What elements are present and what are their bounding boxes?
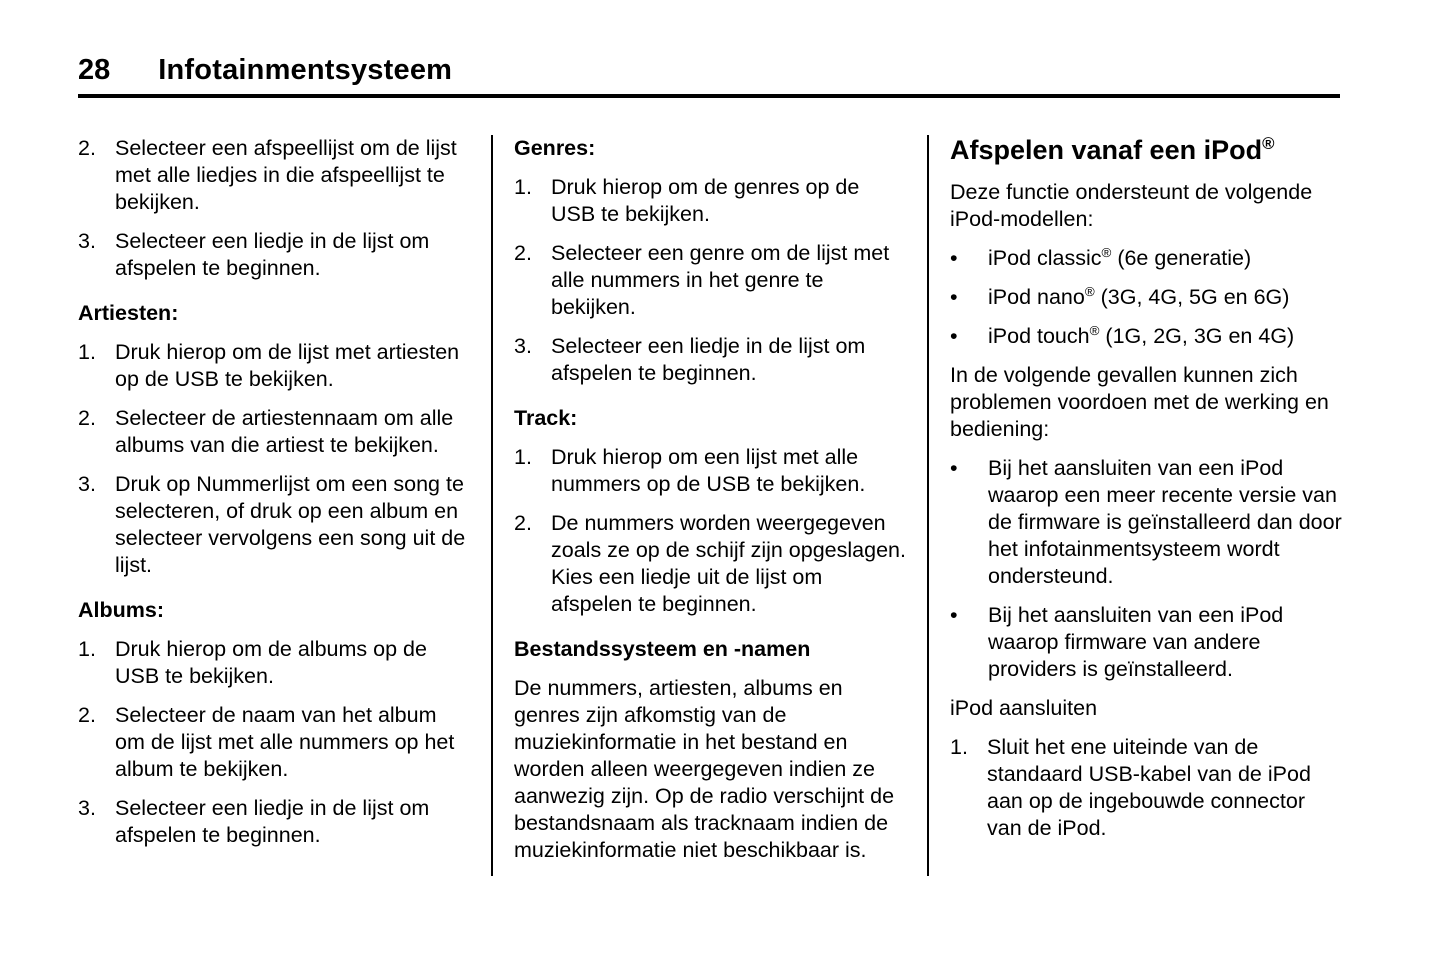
registered-mark: ® <box>1262 134 1275 153</box>
list-item-text: Selecteer een genre om de lijst met alle nummers in het genre te bekijken. <box>551 241 890 319</box>
page-header <box>78 54 1340 98</box>
list-item-text: De nummers worden weergegeven zoals ze op de schijf zijn opgeslagen. Kies een liedje uit de lijst om afspelen te beginnen. <box>551 511 906 616</box>
list-item <box>514 174 906 228</box>
list-item <box>78 471 470 579</box>
section-title-text: Afspelen vanaf een iPod <box>950 135 1263 165</box>
column-3 <box>950 135 1342 876</box>
list-item-text: Druk hierop om de albums op de USB te bekijken. <box>115 637 427 688</box>
header-rule <box>78 94 1340 98</box>
bullet-text <box>988 323 1342 350</box>
list-item-text: Selecteer de naam van het album om de lijst met alle nummers op het album te bekijken. <box>115 703 455 781</box>
model-detail: (6e generatie) <box>1111 246 1252 270</box>
list-item-number: 2. <box>78 703 96 727</box>
list-item-number: 2. <box>514 241 532 265</box>
section-heading-track: Track: <box>514 406 578 430</box>
list-item <box>950 734 1342 842</box>
section-heading-genres: Genres: <box>514 136 596 160</box>
column-1 <box>78 135 470 876</box>
bullet-text <box>988 284 1342 311</box>
model-name: iPod nano <box>988 285 1085 309</box>
list-item-text: Druk op Nummerlijst om een song te selecteren, of druk op een album en selecteer vervolgens een song uit de lijst. <box>115 472 466 577</box>
list-item <box>514 240 906 321</box>
list-item-number: 2. <box>514 511 532 535</box>
list-item-number: 1. <box>514 445 532 469</box>
model-detail: (1G, 2G, 3G en 4G) <box>1099 324 1295 348</box>
model-detail: (3G, 4G, 5G en 6G) <box>1094 285 1290 309</box>
list-item <box>78 795 470 849</box>
list-item <box>514 510 906 618</box>
list-item-text: Druk hierop om de lijst met artiesten op de USB te bekijken. <box>115 340 460 391</box>
header-title-row <box>78 54 1340 87</box>
registered-mark: ® <box>1089 322 1100 338</box>
list-item <box>78 636 470 690</box>
bullet-item <box>950 245 1342 272</box>
list-item <box>78 702 470 783</box>
list-item-number: 3. <box>78 229 96 253</box>
list-item-text: Selecteer een liedje in de lijst om afspelen te beginnen. <box>115 229 430 280</box>
list-item <box>78 135 470 216</box>
list-item-text: Druk hierop om de genres op de USB te bekijken. <box>551 175 860 226</box>
section-heading-artiesten: Artiesten: <box>78 301 179 325</box>
section-heading-bestandssysteem: Bestandssysteem en -namen <box>514 637 811 661</box>
paragraph-bestandssysteem: De nummers, artiesten, albums en genres zijn afkomstig van de muziekinformatie in het bestand en worden alleen weergegeven indien ze aanwezig zijn. Op de radio verschijnt de bestandsnaam als tracknaam indien de muziekinformatie niet beschikbaar is. <box>514 676 895 862</box>
page-title: Infotainmentsysteem <box>158 54 453 86</box>
list-item-text: Selecteer een afspeellijst om de lijst met alle liedjes in die afspeellijst te bekijken. <box>115 136 457 214</box>
list-item-text: Selecteer een liedje in de lijst om afspelen te beginnen. <box>551 334 866 385</box>
paragraph-problems-intro: In de volgende gevallen kunnen zich problemen voordoen met de werking en bediening: <box>950 363 1329 441</box>
list-item <box>78 405 470 459</box>
list-item-number: 2. <box>78 136 96 160</box>
list-item-number: 3. <box>78 472 96 496</box>
paragraph-ipod-aansluiten: iPod aansluiten <box>950 696 1098 720</box>
list-item-number: 1. <box>78 637 96 661</box>
bullet-text: Bij het aansluiten van een iPod waarop firmware van andere providers is geïnstalleerd. <box>988 603 1284 681</box>
list-item-number: 3. <box>78 796 96 820</box>
list-item-number: 2. <box>78 406 96 430</box>
bullet-icon: • <box>950 285 958 309</box>
model-name: iPod classic <box>988 246 1102 270</box>
bullet-item <box>950 323 1342 350</box>
section-heading-albums: Albums: <box>78 598 164 622</box>
list-item-text: Druk hierop om een lijst met alle nummers op de USB te bekijken. <box>551 445 866 496</box>
list-item <box>514 333 906 387</box>
column-2 <box>514 135 906 876</box>
list-item <box>514 444 906 498</box>
bullet-item <box>950 455 1342 590</box>
list-item-text: Selecteer een liedje in de lijst om afspelen te beginnen. <box>115 796 430 847</box>
list-item-text: Selecteer de artiestennaam om alle albums van die artiest te bekijken. <box>115 406 454 457</box>
column-divider <box>927 135 929 876</box>
section-title-ipod <box>950 135 1342 166</box>
model-name: iPod touch <box>988 324 1090 348</box>
bullet-item <box>950 602 1342 683</box>
page-content <box>78 135 1342 876</box>
column-divider <box>491 135 493 876</box>
list-item-number: 3. <box>514 334 532 358</box>
bullet-icon: • <box>950 324 958 348</box>
bullet-icon: • <box>950 246 958 270</box>
registered-mark: ® <box>1101 244 1112 260</box>
list-item-number: 1. <box>78 340 96 364</box>
bullet-icon: • <box>950 603 958 627</box>
bullet-item <box>950 284 1342 311</box>
registered-mark: ® <box>1084 283 1095 299</box>
paragraph-ipod-intro: Deze functie ondersteunt de volgende iPod-modellen: <box>950 180 1313 231</box>
list-item-text: Sluit het ene uiteinde van de standaard USB-kabel van de iPod aan op de ingebouwde connector van de iPod. <box>987 735 1311 840</box>
bullet-text: Bij het aansluiten van een iPod waarop een meer recente versie van de firmware is geïnstalleerd dan door het infotainmentsysteem wordt ondersteund. <box>988 456 1342 588</box>
list-item <box>78 339 470 393</box>
list-item <box>78 228 470 282</box>
bullet-icon: • <box>950 456 958 480</box>
bullet-text <box>988 245 1342 272</box>
list-item-number: 1. <box>514 175 532 199</box>
list-item-number: 1. <box>950 735 968 759</box>
page-number: 28 <box>78 54 111 86</box>
